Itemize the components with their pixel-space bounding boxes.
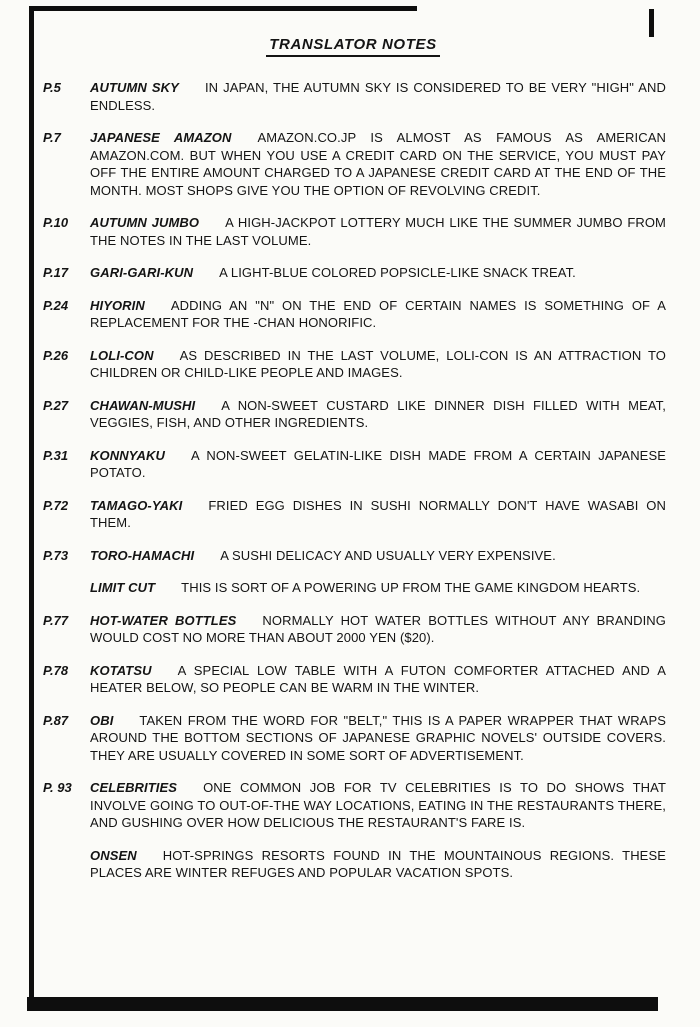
note-term: TORO-HAMACHI [90, 547, 195, 563]
note-entry [40, 297, 666, 332]
note-text [90, 79, 666, 114]
note-entry [40, 779, 666, 832]
page-number: P.7 [43, 130, 61, 145]
note-entry [40, 214, 666, 249]
note-description: NORMALLY HOT WATER BOTTLES WITHOUT ANY BRANDING WOULD COST NO MORE THAN ABOUT 2000 YEN ($20). [90, 612, 666, 645]
note-text [90, 497, 666, 532]
page-number: P.73 [43, 547, 69, 563]
note-description: ONE COMMON JOB FOR TV CELEBRITIES IS TO DO SHOWS THAT INVOLVE GOING TO OUT-OF-THE WAY LOCATIONS, EATING IN THE RESTAURANTS THERE, AND GUSHING OVER HOW DELICIOUS THE RESTAURANT'S FARE IS. [90, 780, 666, 830]
note-text [90, 264, 666, 282]
note-description: A LIGHT-BLUE COLORED POPSICLE-LIKE SNACK TREAT. [219, 265, 576, 280]
page-border-right-tick [649, 9, 654, 37]
title-row [40, 36, 666, 57]
note-text [90, 297, 666, 332]
note-entry [40, 712, 666, 765]
page-border-bottom [27, 997, 658, 1011]
translator-notes-page [40, 36, 666, 897]
note-text [90, 214, 666, 249]
note-term: LIMIT CUT [90, 580, 156, 595]
note-description: TAKEN FROM THE WORD FOR "BELT," THIS IS A PAPER WRAPPER THAT WRAPS AROUND THE BOTTOM SECTIONS OF JAPANESE GRAPHIC NOVELS' OUTSIDE COVERS. THEY ARE USUALLY COVERED IN SOME SORT OF ADVERTISEMENT. [90, 712, 666, 763]
note-text [90, 847, 666, 882]
page-number: P.17 [43, 265, 69, 280]
note-term: HIYORIN [90, 297, 145, 313]
note-term: AUTUMN JUMBO [90, 215, 200, 230]
note-text [90, 612, 666, 647]
note-entry [40, 662, 666, 697]
note-term: KONNYAKU [90, 447, 165, 463]
note-description: FRIED EGG DISHES IN SUSHI NORMALLY DON'T HAVE WASABI ON THEM. [90, 497, 666, 530]
page-number: P.78 [43, 662, 69, 678]
note-description: IN JAPAN, THE AUTUMN SKY IS CONSIDERED TO BE VERY "HIGH" AND ENDLESS. [90, 80, 667, 113]
note-term: CHAWAN-MUSHI [90, 397, 196, 413]
page-number: P.77 [43, 612, 69, 628]
note-description: A NON-SWEET CUSTARD LIKE DINNER DISH FILLED WITH MEAT, VEGGIES, FISH, AND OTHER INGREDIENTS. [90, 397, 666, 430]
note-term: JAPANESE AMAZON [90, 130, 232, 145]
note-entry [40, 612, 666, 647]
note-entry [40, 264, 666, 282]
page-number: P.10 [43, 215, 69, 230]
note-entry [40, 129, 666, 199]
note-entry [40, 497, 666, 532]
page-number: P.5 [43, 80, 61, 95]
page-number: P.27 [43, 397, 69, 413]
note-term: KOTATSU [90, 662, 152, 678]
note-description: A SPECIAL LOW TABLE WITH A FUTON COMFORTER ATTACHED AND A HEATER BELOW, SO PEOPLE CAN BE WARM IN THE WINTER. [90, 662, 666, 695]
note-description: AS DESCRIBED IN THE LAST VOLUME, LOLI-CON IS AN ATTRACTION TO CHILDREN OR CHILD-LIKE PEOPLE AND IMAGES. [90, 347, 666, 380]
note-description: ADDING AN "N" ON THE END OF CERTAIN NAMES IS SOMETHING OF A REPLACEMENT FOR THE -CHAN HONORIFIC. [90, 297, 666, 330]
note-text [90, 129, 666, 199]
note-term: CELEBRITIES [90, 780, 178, 795]
note-text [90, 547, 666, 565]
page-number: P.24 [43, 297, 69, 313]
note-description: HOT-SPRINGS RESORTS FOUND IN THE MOUNTAINOUS REGIONS. THESE PLACES ARE WINTER REFUGES AND POPULAR VACATION SPOTS. [90, 847, 666, 880]
note-term: LOLI-CON [90, 347, 154, 363]
page-number: P.26 [43, 347, 69, 363]
note-term: HOT-WATER BOTTLES [90, 612, 237, 628]
note-term: ONSEN [90, 847, 137, 863]
note-text [90, 662, 666, 697]
note-text [90, 779, 666, 832]
note-description: THIS IS SORT OF A POWERING UP FROM THE GAME KINGDOM HEARTS. [181, 580, 641, 595]
note-text [90, 579, 666, 597]
note-text [90, 712, 666, 765]
page-number: P.31 [43, 447, 69, 463]
note-description: A HIGH-JACKPOT LOTTERY MUCH LIKE THE SUMMER JUMBO FROM THE NOTES IN THE LAST VOLUME. [90, 215, 666, 248]
note-term: OBI [90, 712, 114, 728]
note-entry [40, 847, 666, 882]
note-description: AMAZON.CO.JP IS ALMOST AS FAMOUS AS AMERICAN AMAZON.COM. BUT WHEN YOU USE A CREDIT CARD ON THE SERVICE, YOU MUST PAY OFF THE ENTIRE AMOUNT CHARGED TO A JAPANESE CREDIT CARD AT THE END OF THE MONTH. MOST SHOPS GIVE YOU THE OPTION OF REVOLVING CREDIT. [90, 130, 666, 198]
note-entry [40, 579, 666, 597]
note-entry [40, 79, 666, 114]
note-entry [40, 397, 666, 432]
page-number: P. 93 [43, 780, 72, 795]
page-number: P.87 [43, 712, 69, 728]
note-description: A NON-SWEET GELATIN-LIKE DISH MADE FROM A CERTAIN JAPANESE POTATO. [90, 447, 666, 480]
note-description: A SUSHI DELICACY AND USUALLY VERY EXPENSIVE. [220, 547, 556, 563]
page-border-left [29, 6, 34, 1006]
page-title: TRANSLATOR NOTES [266, 36, 439, 57]
note-text [90, 347, 666, 382]
note-term: TAMAGO-YAKI [90, 497, 183, 513]
note-text [90, 397, 666, 432]
page-number: P.72 [43, 497, 69, 513]
note-text [90, 447, 666, 482]
page-border-top [29, 6, 417, 11]
note-entry [40, 547, 666, 565]
note-entry [40, 447, 666, 482]
note-entry [40, 347, 666, 382]
note-term: AUTUMN SKY [90, 80, 179, 95]
note-term: GARI-GARI-KUN [90, 265, 194, 280]
